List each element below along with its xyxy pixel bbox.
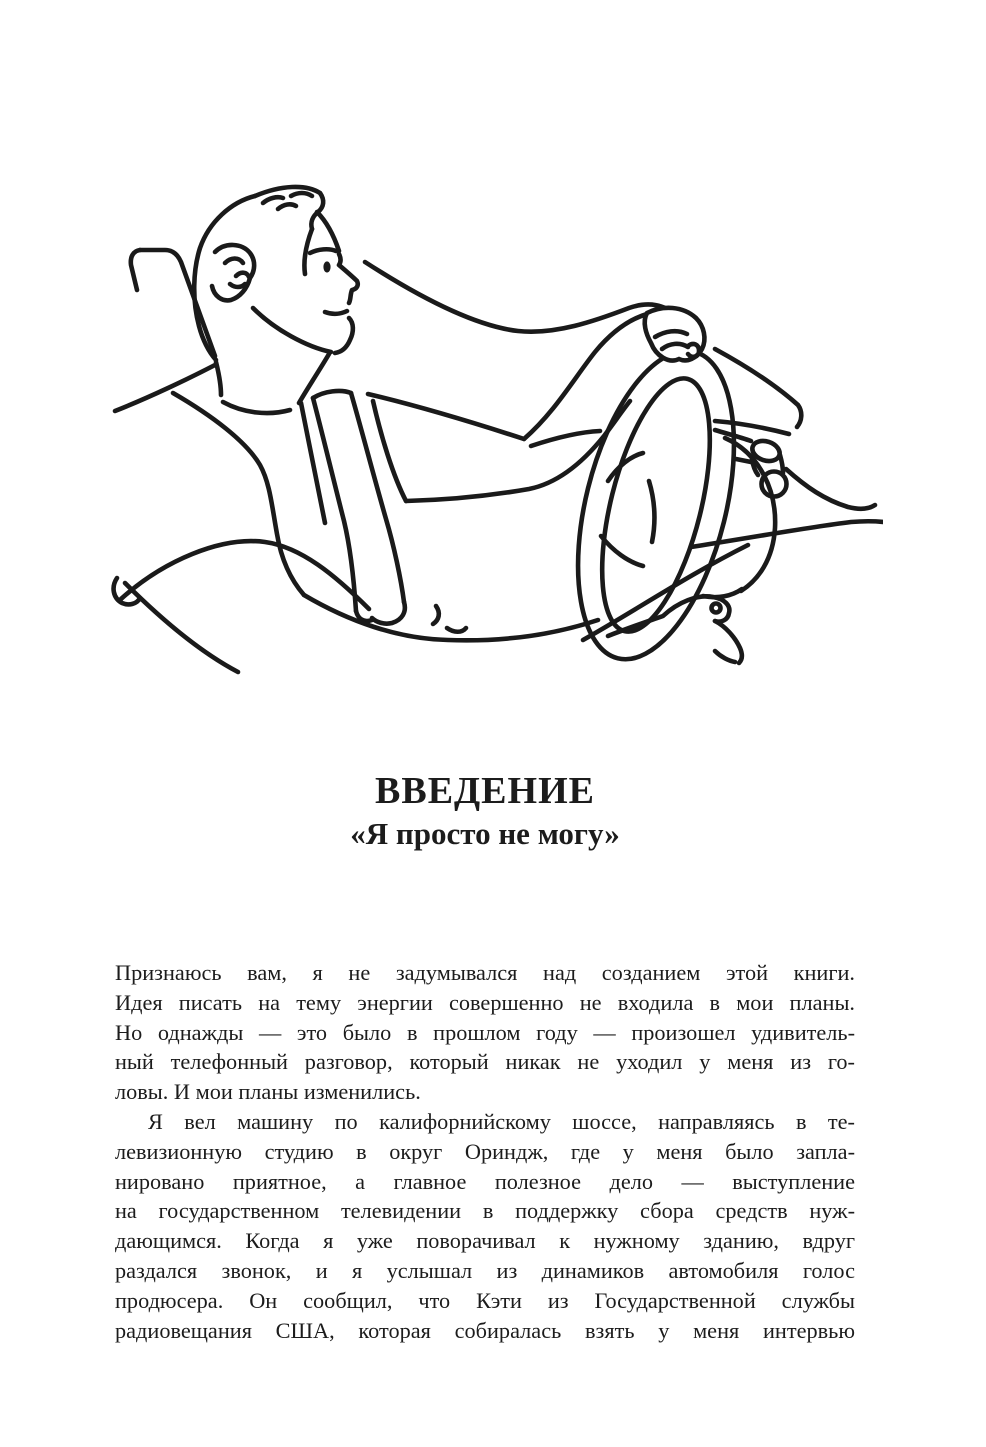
text-line: раздался звонок, и я услышал из динамиков автомобиля голос: [115, 1257, 855, 1283]
body-text: [115, 958, 855, 1345]
text-line: продюсера. Он сообщил, что Кэти из Государственной службы: [115, 1287, 855, 1313]
text-line: ный телефонный разговор, который никак не уходил у меня из го-: [115, 1049, 855, 1075]
chapter-title: ВВЕДЕНИЕ: [375, 770, 595, 812]
text-line: Признаюсь вам, я не задумывался над созданием этой книги.: [115, 960, 855, 985]
chapter-subtitle: «Я просто не могу»: [350, 816, 620, 851]
text-line: нировано приятное, а главное полезное дело — выступление: [115, 1168, 855, 1194]
arm-lines: [368, 314, 647, 501]
text-line: Но однажды — это было в прошлом году — произошел удивитель-: [115, 1019, 855, 1045]
driver-illustration: [103, 150, 883, 690]
hand-lines: [645, 308, 705, 361]
text-line: радиовещания США, которая собиралась взять у меня интервью: [115, 1317, 855, 1343]
text-line: Я вел машину по калифорнийскому шоссе, направляясь в те-: [148, 1108, 855, 1134]
driver-head-lines: [194, 187, 358, 403]
text-line: левизионную студию в округ Ориндж, где у меня было запла-: [115, 1138, 855, 1164]
text-line: ловы. И мои планы изменились.: [115, 1079, 421, 1105]
text-line: Идея писать на тему энергии совершенно не входила в мои планы.: [115, 989, 855, 1015]
lap-and-seat-lines: [114, 541, 748, 672]
chapter-heading: [115, 769, 855, 853]
text-line: на государственном телевидении в поддержку сбора средств нуж-: [115, 1198, 855, 1224]
text-line: дающимся. Когда я уже поворачивал к нужному зданию, вдруг: [115, 1228, 855, 1254]
